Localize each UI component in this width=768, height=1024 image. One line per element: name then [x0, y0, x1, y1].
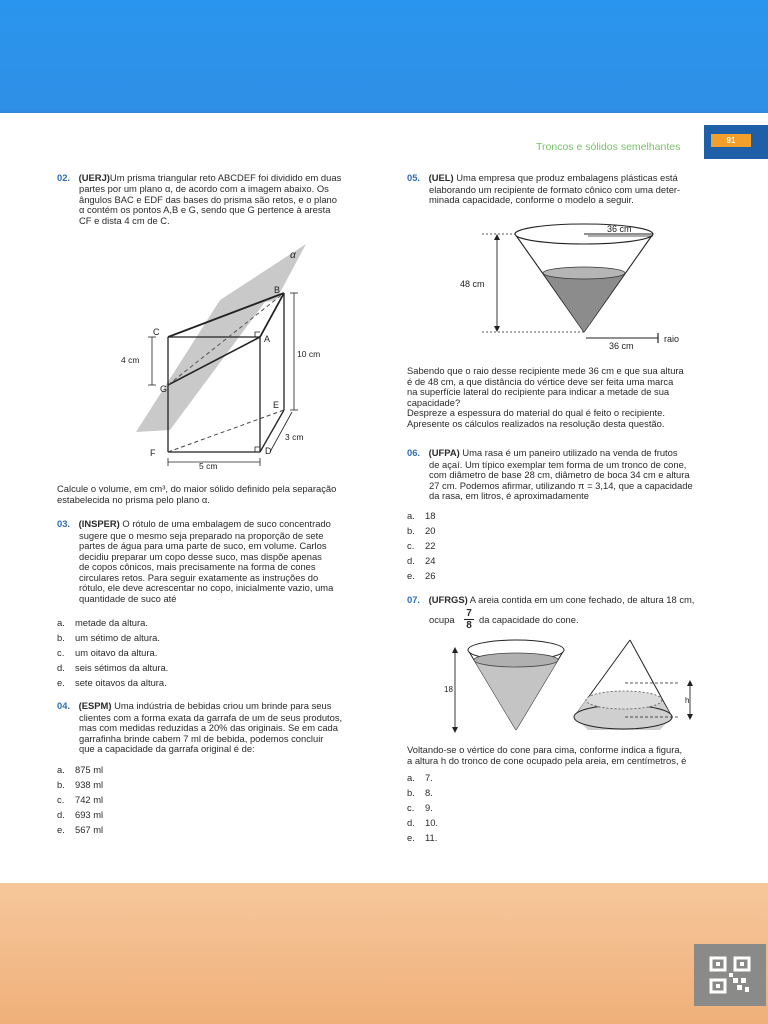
option-letter: d.	[57, 809, 65, 820]
label-4cm: 4 cm	[121, 355, 140, 365]
option-text: um sétimo de altura.	[75, 632, 160, 643]
fraction	[464, 608, 474, 631]
qr-code-icon	[708, 955, 752, 995]
question-text-line: Calcule o volume, em cm³, do maior sólido definido pela separação	[57, 483, 337, 494]
option-letter: c.	[57, 647, 65, 658]
question-source: (UERJ)	[78, 172, 110, 183]
option[interactable]	[57, 824, 103, 835]
option-letter: d.	[57, 662, 65, 673]
question-text-line: Apresente os cálculos realizados na resolução desta questão.	[407, 417, 665, 429]
option-letter: e.	[57, 677, 65, 688]
label-D: D	[265, 446, 272, 456]
option[interactable]	[57, 677, 167, 688]
section-title: Troncos e sólidos semelhantes	[536, 141, 681, 153]
question-text-line: Uma empresa que produz embalagens plásticas está	[453, 172, 678, 183]
option-letter: d.	[407, 555, 415, 566]
question-06-body	[429, 460, 749, 502]
question-text-line: elaborando um recipiente de formato cônico com uma deter-	[429, 183, 681, 195]
option-text: 7.	[425, 772, 433, 783]
option-text: sete oitavos da altura.	[75, 677, 167, 688]
question-text-line: ângulos BAC e EDF das bases do prisma são retos, e o plano	[79, 193, 337, 205]
question-02-body	[79, 184, 399, 226]
question-03-body	[79, 531, 399, 605]
option[interactable]	[407, 802, 433, 813]
question-text-line: Voltando-se o vértice do cone para cima, conforme indica a figura,	[407, 744, 683, 755]
option-text: 938 ml	[75, 779, 104, 790]
question-text-line: quantidade de suco até	[79, 593, 177, 605]
question-text-line: partes de água para uma parte de suco, em volume. Carlos	[79, 540, 327, 552]
option[interactable]	[407, 832, 437, 843]
option[interactable]	[57, 647, 157, 658]
label-G: G	[160, 384, 168, 394]
question-source: (UFPA)	[428, 447, 460, 458]
label-C: C	[153, 327, 160, 337]
option-letter: c.	[57, 794, 65, 805]
question-02-prompt	[57, 484, 397, 505]
option[interactable]	[57, 779, 103, 790]
option-letter: b.	[407, 525, 415, 536]
option-text: 22	[425, 540, 436, 551]
question-text-line: partes por um plano α, de acordo com a imagem abaixo. Os	[79, 183, 329, 194]
option-text: seis sétimos da altura.	[75, 662, 169, 673]
question-03-header	[57, 519, 392, 530]
qr-code-button[interactable]	[694, 944, 766, 1006]
sand-cones-figure	[440, 638, 710, 738]
question-02-header	[57, 173, 392, 184]
option[interactable]	[407, 555, 435, 566]
option-letter: b.	[57, 632, 65, 643]
option-text: 693 ml	[75, 809, 104, 820]
question-number: 02.	[57, 172, 71, 183]
question-text-line: minada capacidade, conforme o modelo a seguir.	[429, 194, 634, 206]
option-letter: c.	[407, 540, 415, 551]
question-text-line: com diâmetro de base 28 cm, diâmetro de boca 34 cm e altura	[429, 469, 690, 481]
page-number: 91	[711, 134, 751, 147]
question-text-line: de açaí. Um típico exemplar tem forma de um tronco de cone,	[429, 458, 687, 470]
question-text-line: da rasa, em litros, é aproximadamente	[429, 490, 589, 502]
option-text: 8.	[425, 787, 433, 798]
question-text-line: Uma rasa é um paneiro utilizado na venda de frutos	[459, 447, 678, 458]
question-number: 06.	[407, 447, 421, 458]
question-06-header	[407, 448, 747, 459]
label-h: h	[685, 696, 690, 705]
label-B: B	[274, 285, 281, 295]
option-letter: c.	[407, 802, 415, 813]
question-text-line: que a capacidade da garrafa original é de:	[79, 743, 255, 755]
question-text-line: estabelecida no prisma pelo plano α.	[57, 493, 210, 505]
question-text-line: CF e dista 4 cm de C.	[79, 214, 170, 226]
plane-alpha	[136, 244, 306, 432]
option-letter: a.	[57, 617, 65, 628]
option-text: 24	[425, 555, 436, 566]
question-text-line: na superfície lateral do recipiente para indicar a metade de sua	[407, 386, 670, 398]
question-text-line: Uma indústria de bebidas criou um brinde para seus	[111, 700, 332, 711]
label-top-radius: 36 cm	[607, 224, 632, 234]
option[interactable]	[407, 787, 433, 798]
option-letter: d.	[407, 817, 415, 828]
option-text: 567 ml	[75, 824, 104, 835]
option-text: 9.	[425, 802, 433, 813]
question-source: (INSPER)	[78, 518, 120, 529]
fraction-numerator: 7	[464, 608, 474, 620]
prism-figure	[110, 242, 340, 474]
option-text: 11.	[425, 832, 438, 843]
question-text-line: capacidade?	[407, 396, 461, 408]
question-text-line: é de 48 cm, a que distância do vértice deve ser feita uma marca	[407, 375, 674, 387]
label-3cm: 3 cm	[285, 432, 304, 442]
question-04-header	[57, 701, 392, 712]
question-source: (UFRGS)	[428, 594, 468, 605]
label-A: A	[264, 334, 271, 344]
question-number: 05.	[407, 172, 421, 183]
bottom-banner	[0, 883, 768, 1024]
option-text: 742 ml	[75, 794, 104, 805]
option[interactable]	[57, 617, 148, 628]
question-text-line: 27 cm. Podemos afirmar, utilizando π = 3,14, que a capacidade	[429, 479, 693, 491]
question-text-line: A areia contida em um cone fechado, de altura 18 cm,	[467, 594, 695, 605]
label-alpha: α	[290, 250, 296, 261]
option-text: 18	[425, 510, 436, 521]
question-text-line: Sabendo que o raio desse recipiente mede 36 cm e que sua altura	[407, 365, 684, 376]
option[interactable]	[57, 632, 160, 643]
option-text: 10.	[425, 817, 439, 828]
option[interactable]	[57, 764, 103, 775]
option-text: 875 ml	[75, 764, 104, 775]
option-letter: b.	[57, 779, 65, 790]
option-letter: a.	[407, 772, 415, 783]
question-text-line: mas com medidas reduzidas a 20% das originais. Se em cada	[79, 722, 338, 734]
option-letter: a.	[57, 764, 65, 775]
question-text-line: Despreze a espessura do material do qual é feito o recipiente.	[407, 407, 665, 419]
label-10cm: 10 cm	[297, 349, 321, 359]
question-text-line: circulares retos. Para seguir exatamente as instruções do	[79, 571, 319, 583]
option-letter: e.	[407, 570, 415, 581]
option-letter: a.	[407, 510, 415, 521]
question-source: (UEL)	[428, 172, 454, 183]
question-source: (ESPM)	[78, 700, 112, 711]
option[interactable]	[407, 817, 438, 828]
cone-figure	[455, 215, 695, 355]
option-letter: b.	[407, 787, 415, 798]
option-text: 20	[425, 525, 436, 536]
option-letter: e.	[57, 824, 65, 835]
label-E: E	[273, 400, 280, 410]
question-text-line: clientes com a forma exata da garrafa de um de seus produtos,	[79, 711, 343, 723]
label-bottom-radius: 36 cm	[609, 341, 634, 351]
label-18: 18	[444, 685, 453, 694]
top-banner	[0, 0, 768, 113]
question-text-line: O rótulo de uma embalagem de suco concentrado	[119, 518, 331, 529]
option[interactable]	[57, 794, 103, 805]
question-text-line: decidiu preparar um copo desse suco, mas dispõe apenas	[79, 550, 322, 562]
question-07-fraction-line	[429, 609, 749, 633]
label-raio: raio	[664, 334, 680, 344]
option[interactable]	[407, 525, 435, 536]
option[interactable]	[57, 662, 168, 673]
question-text-line: α contém os pontos A,B e G, sendo que G pertence à aresta	[79, 204, 331, 216]
question-07-prompt	[407, 745, 752, 766]
question-text-line: Um prisma triangular reto ABCDEF foi dividido em duas	[109, 172, 342, 183]
option-letter: e.	[407, 832, 415, 843]
question-07-header	[407, 595, 752, 606]
question-number: 03.	[57, 518, 71, 529]
question-05-body	[429, 185, 749, 206]
option-text: um oitavo da altura.	[75, 647, 158, 658]
label-height: 48 cm	[460, 279, 485, 289]
option[interactable]	[407, 772, 433, 783]
question-05-prompt	[407, 366, 752, 430]
question-text-line: rótulo, ele deve acrescentar no copo, inicialmente vazio, uma	[79, 582, 334, 594]
question-05-header	[407, 173, 742, 184]
option[interactable]	[57, 809, 103, 820]
fraction-denominator: 8	[466, 620, 472, 631]
question-04-body	[79, 713, 399, 755]
label-F: F	[150, 448, 156, 458]
option-text: 26	[425, 570, 436, 581]
question-text-line: garrafinha brinde cabem 7 ml de bebida, podemos concluir	[79, 732, 324, 744]
question-text-line: a altura h do tronco de cone ocupado pela areia, em centímetros, é	[407, 754, 687, 766]
question-text-ocupa: ocupa	[429, 614, 455, 625]
question-text-line: sugere que o mesmo seja preparado na proporção de sete	[79, 529, 324, 541]
question-number: 07.	[407, 594, 421, 605]
option[interactable]	[407, 510, 435, 521]
label-5cm: 5 cm	[199, 461, 218, 471]
option-text: metade da altura.	[75, 617, 148, 628]
page-number-tab	[704, 125, 768, 159]
question-text-after-fraction: da capacidade do cone.	[479, 614, 579, 625]
option[interactable]	[407, 570, 435, 581]
question-number: 04.	[57, 700, 71, 711]
option[interactable]	[407, 540, 435, 551]
question-text-line: de copos cônicos, mais precisamente na forma de cones	[79, 561, 316, 573]
